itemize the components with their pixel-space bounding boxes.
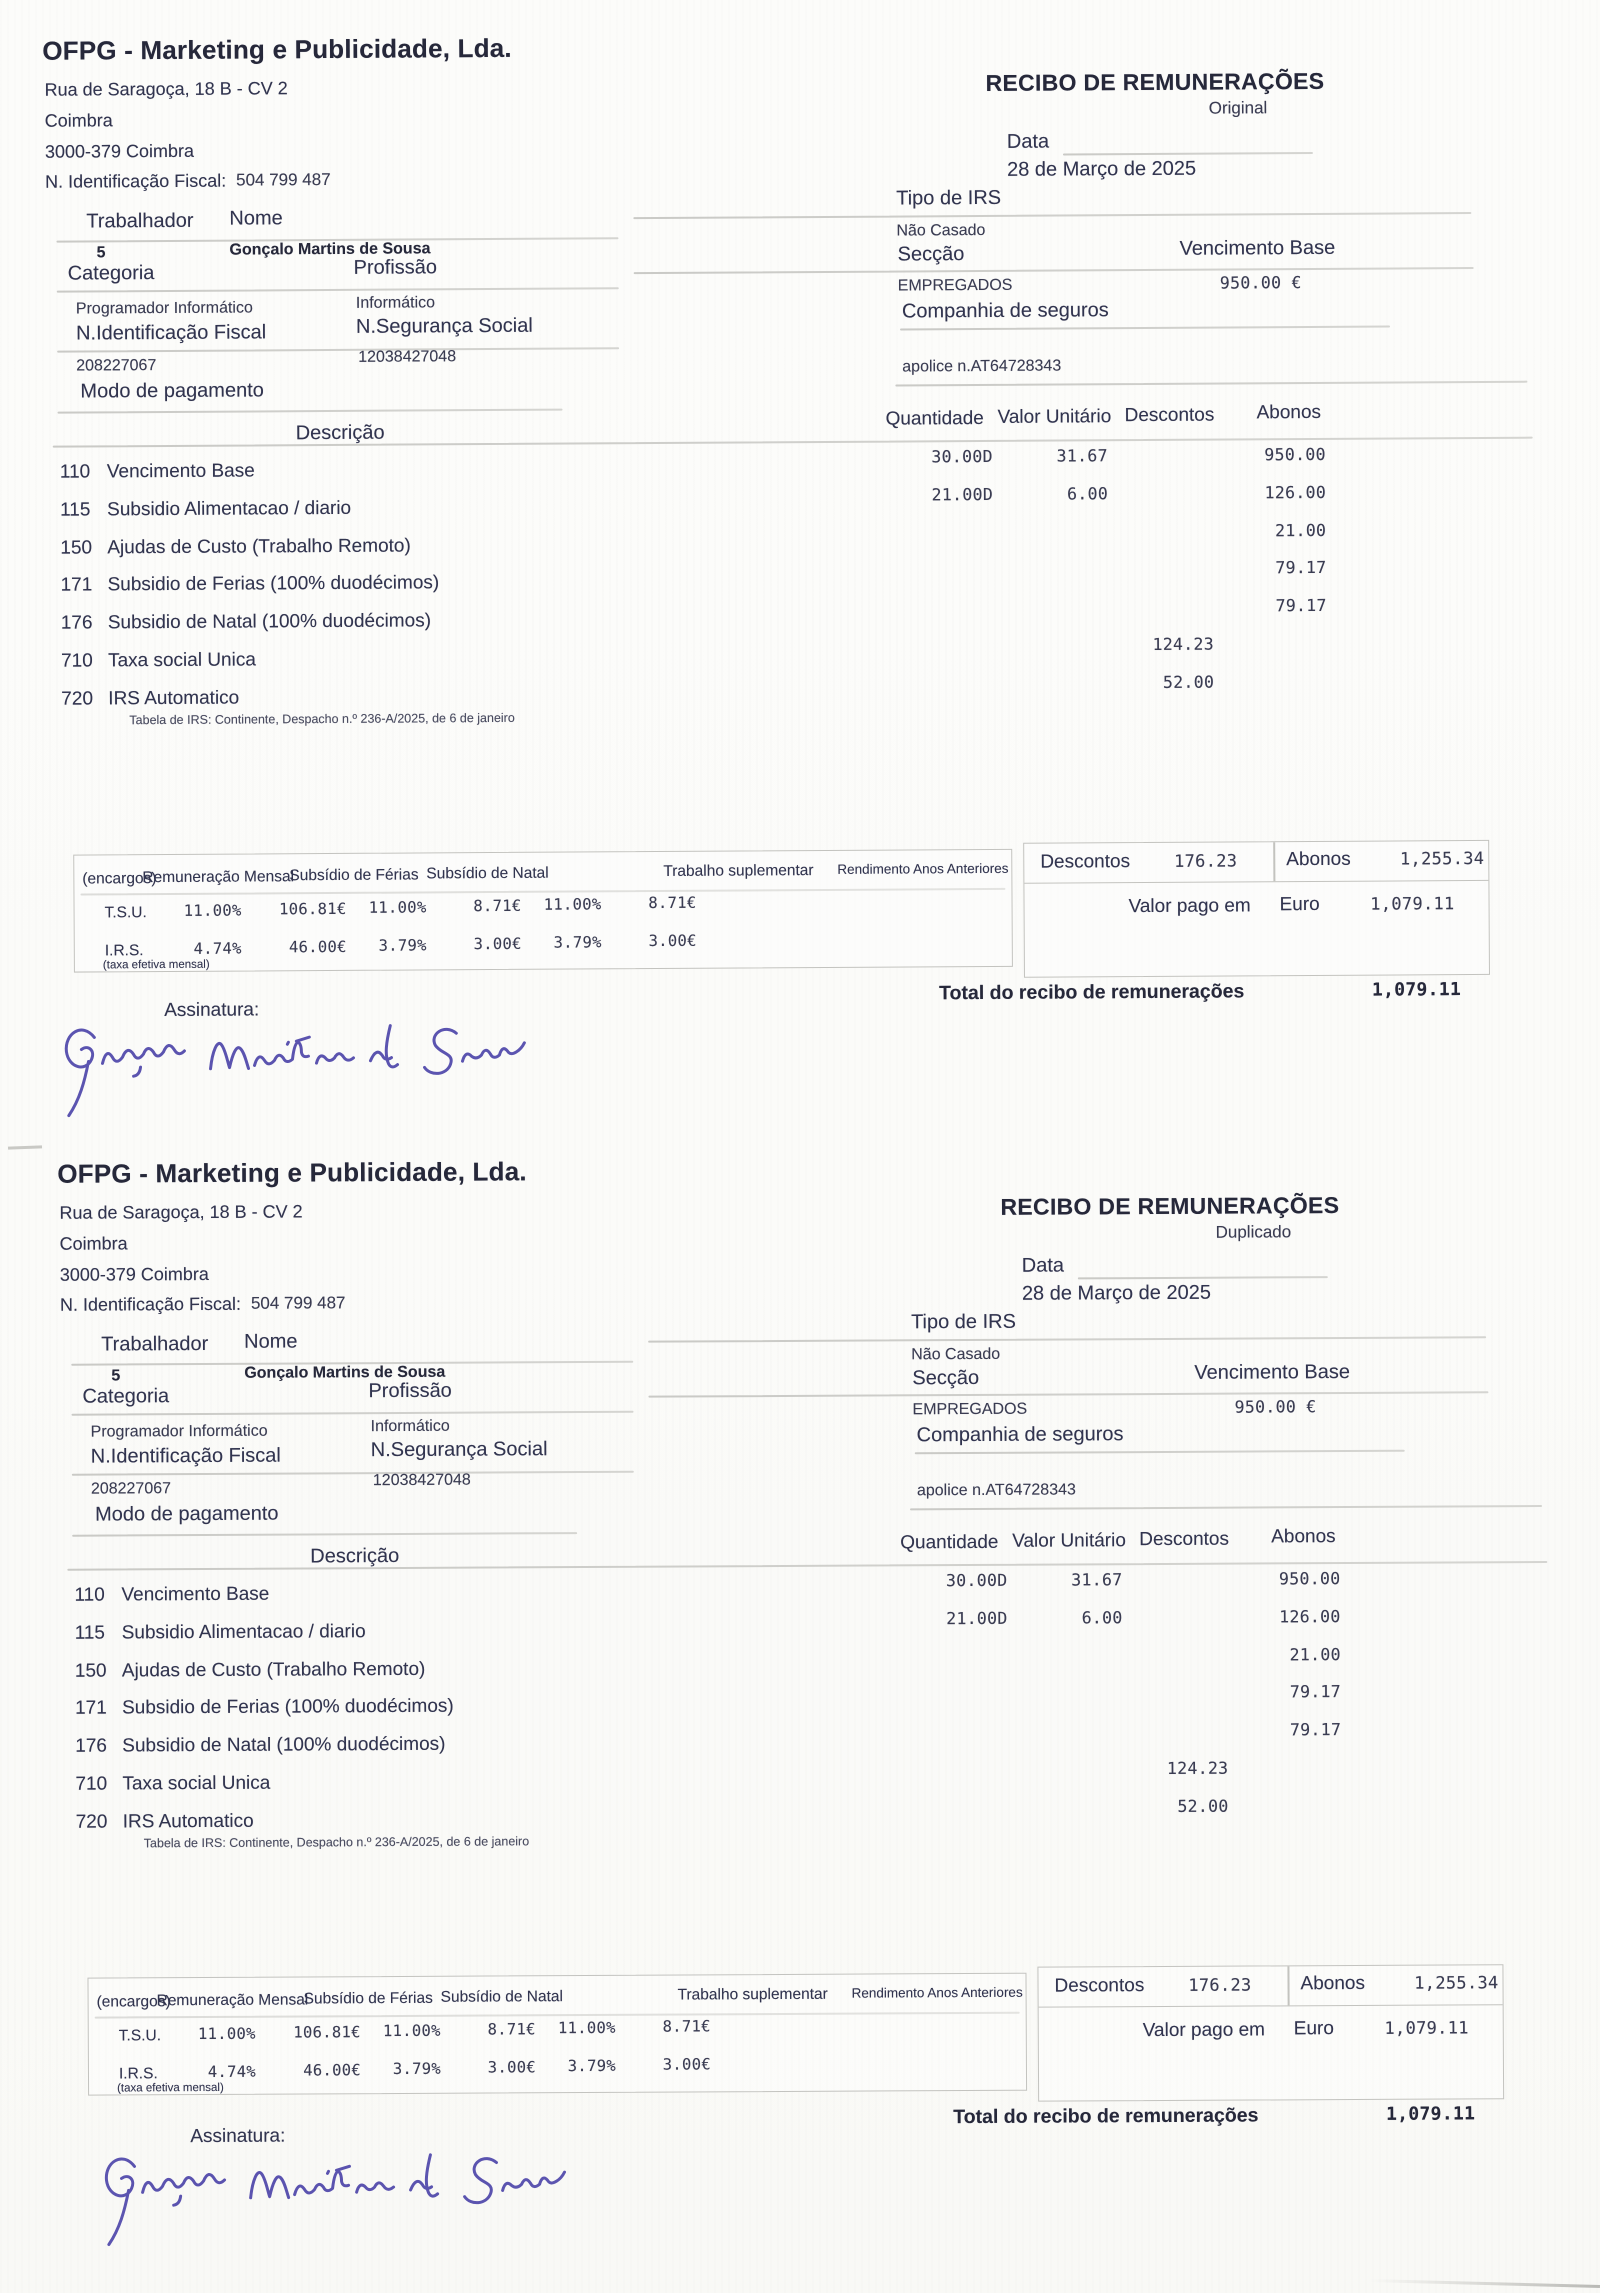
total-label: Total do recibo de remunerações	[953, 2104, 1259, 2129]
receipt-original	[0, 0, 1600, 1120]
encargos-row-label: I.R.S.	[118, 2065, 158, 2083]
modo-pagamento-label: Modo de pagamento	[94, 1502, 279, 1526]
total-value: 1,079.11	[1386, 2103, 1476, 2125]
signature-handwriting	[58, 1002, 599, 1120]
nome-label: Nome	[229, 207, 283, 230]
field-underline	[1078, 1276, 1328, 1279]
table-row	[4, 557, 1600, 605]
field-underline	[57, 287, 619, 292]
worker-nif-value: 208227067	[90, 1480, 172, 1498]
table-row	[3, 444, 1600, 492]
company-name: OFPG - Marketing e Publicidade, Lda.	[57, 1156, 527, 1189]
item-description: IRS Automatico	[108, 687, 240, 710]
field-underline	[910, 1505, 1542, 1510]
item-valor-unitario: 31.67	[1056, 446, 1108, 466]
summary-box	[1037, 1964, 1504, 2101]
receipt-title: RECIBO DE REMUNERAÇÕES	[985, 67, 1325, 96]
field-underline	[80, 888, 1005, 896]
worker-number: 5	[96, 244, 106, 262]
encargos-value: 8.71€	[662, 2017, 711, 2036]
encargos-label: (encargos)	[96, 1993, 171, 2011]
items-header-descricao: Descrição	[295, 421, 385, 445]
item-code: 115	[60, 499, 91, 521]
summary-abonos-label: Abonos	[1300, 1972, 1366, 1995]
encargos-box	[73, 849, 1013, 973]
seccao-value: EMPREGADOS	[897, 276, 1013, 295]
item-abonos: 950.00	[1264, 444, 1326, 465]
worker-name: Gonçalo Martins de Sousa	[244, 1363, 446, 1382]
summary-abonos-label: Abonos	[1286, 848, 1351, 871]
table-row	[4, 634, 1600, 681]
valor-pago-value: 1,079.11	[1384, 2018, 1469, 2039]
encargos-value: 8.71€	[473, 896, 522, 916]
seccao-value: EMPREGADOS	[912, 1400, 1028, 1419]
valor-pago-label: Valor pago em	[1142, 2019, 1265, 2042]
field-underline	[900, 326, 1390, 331]
worker-name: Gonçalo Martins de Sousa	[229, 240, 431, 259]
scan-artifact-line	[1370, 2279, 1600, 2288]
encargos-header: Rendimento Anos Anteriores	[851, 1984, 1023, 2001]
item-code: 720	[75, 1811, 108, 1833]
encargos-value: 11.00%	[183, 901, 242, 920]
encargos-header: Subsídio de Férias	[303, 1989, 433, 2008]
item-code: 110	[74, 1584, 105, 1606]
irs-note: Tabela de IRS: Continente, Despacho n.º 236-A/2025, de 6 de janeiro	[143, 1834, 530, 1851]
item-description: Vencimento Base	[121, 1583, 270, 1606]
items-header-abonos: Abonos	[1271, 1526, 1336, 1548]
valor-pago-value: 1,079.11	[1370, 894, 1455, 915]
items-header-descontos: Descontos	[1139, 1528, 1230, 1551]
item-code: 150	[74, 1660, 107, 1682]
item-description: Subsidio Alimentacao / diario	[107, 497, 352, 521]
data-label: Data	[1006, 130, 1050, 153]
item-quantidade: 21.00D	[946, 1608, 1008, 1629]
item-code: 176	[60, 612, 93, 634]
item-abonos: 950.00	[1278, 1569, 1341, 1589]
item-description: Subsidio de Ferias (100% duodécimos)	[107, 572, 440, 596]
vencimento-base-label: Vencimento Base	[1194, 1361, 1351, 1384]
encargos-box	[87, 1973, 1027, 2096]
field-underline	[72, 1471, 634, 1476]
items-header-valor-unitario: Valor Unitário	[997, 406, 1112, 428]
company-address-line: Rua de Saragoça, 18 B - CV 2	[59, 1201, 303, 1223]
item-description: Subsidio Alimentacao / diario	[121, 1621, 366, 1644]
encargos-value: 8.71€	[648, 893, 697, 913]
item-descontos: 52.00	[1162, 672, 1215, 692]
items-header-descricao: Descrição	[310, 1544, 400, 1568]
encargos-header: Remuneração Mensal	[142, 868, 295, 887]
tipo-irs-label: Tipo de IRS	[910, 1310, 1016, 1334]
company-address-line: 3000-379 Coimbra	[44, 140, 195, 162]
vencimento-base-label: Vencimento Base	[1179, 236, 1336, 260]
summary-abonos-value: 1,255.34	[1414, 1973, 1499, 1994]
table-row	[18, 1682, 1600, 1728]
copy-type-label: Duplicado	[1215, 1222, 1292, 1242]
seg-social-value: 12038427048	[372, 1471, 471, 1490]
company-nif-label: N. Identificação Fiscal:	[45, 170, 227, 192]
summary-box	[1023, 840, 1490, 978]
encargos-value: 46.00€	[288, 937, 347, 957]
summary-descontos-label: Descontos	[1040, 851, 1131, 873]
item-abonos: 79.17	[1275, 595, 1327, 616]
encargos-value: 3.79%	[553, 933, 602, 952]
categoria-label: Categoria	[67, 262, 155, 285]
field-underline	[633, 212, 1471, 219]
encargos-header: Remuneração Mensal	[156, 1991, 309, 2010]
item-abonos: 21.00	[1275, 520, 1327, 541]
trabalhador-label: Trabalhador	[101, 1332, 209, 1356]
table-row	[3, 520, 1600, 568]
company-address-line: Coimbra	[59, 1233, 128, 1254]
encargos-value: 3.79%	[378, 936, 427, 955]
items-header-valor-unitario: Valor Unitário	[1012, 1530, 1126, 1552]
total-value: 1,079.11	[1371, 979, 1462, 1001]
encargos-value: 3.00€	[662, 2055, 711, 2074]
company-name: OFPG - Marketing e Publicidade, Lda.	[42, 32, 512, 66]
encargos-value: 4.74%	[207, 2062, 257, 2082]
item-description: Ajudas de Custo (Trabalho Remoto)	[107, 535, 411, 559]
encargos-row-label: T.S.U.	[104, 904, 147, 922]
field-underline	[648, 1391, 1488, 1397]
signature-handwriting	[88, 2132, 649, 2250]
data-label: Data	[1021, 1254, 1065, 1277]
company-nif-value: 504 799 487	[250, 1293, 346, 1313]
tipo-irs-label: Tipo de IRS	[896, 186, 1002, 210]
summary-divider	[1273, 842, 1275, 881]
encargos-value: 11.00%	[368, 898, 427, 917]
seg-social-label: N.Segurança Social	[355, 314, 533, 338]
item-valor-unitario: 6.00	[1067, 484, 1109, 504]
worker-nif-value: 208227067	[76, 357, 157, 375]
item-description: Vencimento Base	[106, 460, 255, 483]
apolice-value: apolice n.AT64728343	[902, 357, 1062, 376]
item-code: 171	[60, 574, 93, 596]
encargos-value: 3.00€	[473, 934, 522, 954]
item-code: 710	[60, 650, 93, 672]
encargos-header: Trabalho suplementar	[663, 862, 814, 880]
item-code: 171	[75, 1697, 107, 1719]
encargos-value: 106.81€	[279, 899, 347, 919]
summary-divider	[1287, 1966, 1289, 2005]
items-header-descontos: Descontos	[1124, 404, 1215, 427]
data-value: 28 de Março de 2025	[1021, 1281, 1211, 1305]
encargos-header: Trabalho suplementar	[677, 1985, 828, 2004]
item-abonos: 21.00	[1289, 1645, 1341, 1665]
item-description: Ajudas de Custo (Trabalho Remoto)	[121, 1658, 426, 1682]
encargos-value: 4.74%	[193, 939, 242, 958]
table-row	[4, 595, 1600, 643]
item-description: Taxa social Unica	[107, 649, 256, 672]
encargos-value: 11.00%	[197, 2024, 256, 2044]
item-description: Subsidio de Natal (100% duodécimos)	[107, 610, 432, 634]
field-underline	[648, 1336, 1486, 1342]
profissao-value: Informático	[370, 1417, 450, 1436]
item-description: Taxa social Unica	[122, 1772, 271, 1795]
company-nif-value: 504 799 487	[236, 169, 331, 190]
encargos-value: 46.00€	[303, 2061, 362, 2080]
item-abonos: 79.17	[1289, 1720, 1342, 1740]
encargos-value: 8.71€	[487, 2020, 536, 2039]
moeda-label: Euro	[1279, 893, 1320, 916]
item-description: Subsidio de Ferias (100% duodécimos)	[122, 1695, 454, 1719]
item-abonos: 126.00	[1264, 482, 1327, 503]
item-quantidade: 30.00D	[931, 446, 993, 467]
encargos-sublabel: (taxa efetiva mensal)	[117, 2081, 224, 2095]
encargos-value: 11.00%	[543, 895, 602, 914]
items-header-abonos: Abonos	[1256, 401, 1322, 424]
table-row	[3, 482, 1600, 530]
items-header-quantidade: Quantidade	[885, 407, 984, 430]
summary-abonos-value: 1,255.34	[1399, 848, 1485, 870]
assinatura-label: Assinatura:	[190, 2125, 286, 2148]
seg-social-value: 12038427048	[358, 348, 457, 366]
profissao-label: Profissão	[353, 256, 438, 279]
encargos-value: 11.00%	[382, 2021, 441, 2041]
item-quantidade: 30.00D	[945, 1570, 1008, 1591]
total-label: Total do recibo de remunerações	[939, 980, 1245, 1005]
field-underline	[915, 1450, 1405, 1455]
seguros-label: Companhia de seguros	[916, 1423, 1124, 1447]
field-underline	[58, 409, 563, 414]
summary-descontos-label: Descontos	[1054, 1975, 1145, 1997]
categoria-label: Categoria	[82, 1385, 170, 1408]
items-header-quantidade: Quantidade	[900, 1531, 999, 1554]
item-abonos: 79.17	[1275, 557, 1327, 578]
receipt-title: RECIBO DE REMUNERAÇÕES	[1000, 1192, 1340, 1220]
receipt-duplicate	[15, 1115, 1600, 2243]
worker-nif-label: N.Identificação Fiscal	[75, 321, 267, 345]
item-code: 710	[75, 1773, 108, 1795]
item-descontos: 124.23	[1166, 1758, 1229, 1778]
item-code: 110	[59, 461, 91, 483]
encargos-value: 106.81€	[293, 2023, 361, 2042]
valor-pago-label: Valor pago em	[1128, 895, 1251, 918]
table-row	[18, 1758, 1600, 1804]
encargos-row-label: I.R.S.	[104, 942, 144, 960]
trabalhador-label: Trabalhador	[86, 209, 194, 233]
encargos-header: Subsídio de Férias	[289, 866, 419, 885]
summary-descontos-value: 176.23	[1174, 851, 1238, 872]
vencimento-base-value: 950.00 €	[1219, 273, 1302, 293]
irs-note: Tabela de IRS: Continente, Despacho n.º 236-A/2025, de 6 de janeiro	[129, 710, 515, 728]
apolice-value: apolice n.AT64728343	[916, 1481, 1076, 1500]
item-code: 720	[61, 688, 94, 710]
item-valor-unitario: 31.67	[1071, 1570, 1123, 1590]
encargos-sublabel: (taxa efetiva mensal)	[102, 958, 210, 972]
categoria-value: Programador Informático	[90, 1422, 268, 1441]
item-abonos: 126.00	[1279, 1607, 1341, 1627]
seccao-label: Secção	[912, 1366, 980, 1390]
vencimento-base-value: 950.00 €	[1234, 1397, 1317, 1417]
encargos-value: 3.00€	[648, 931, 697, 951]
assinatura-label: Assinatura:	[164, 999, 260, 1022]
table-row	[18, 1645, 1600, 1691]
company-address-line: 3000-379 Coimbra	[59, 1263, 209, 1285]
nome-label: Nome	[244, 1330, 298, 1353]
encargos-value: 11.00%	[557, 2018, 616, 2038]
field-underline	[57, 347, 619, 352]
item-description: Subsidio de Natal (100% duodécimos)	[122, 1733, 446, 1757]
copy-type-label: Original	[1208, 98, 1268, 118]
worker-number: 5	[111, 1367, 121, 1385]
field-underline	[95, 2012, 1020, 2019]
company-address-line: Coimbra	[44, 110, 113, 131]
table-row	[17, 1569, 1600, 1615]
field-underline	[72, 1532, 577, 1537]
item-code: 176	[75, 1735, 108, 1757]
encargos-value: 3.00€	[487, 2058, 536, 2077]
modo-pagamento-label: Modo de pagamento	[80, 379, 264, 403]
profissao-value: Informático	[355, 294, 436, 312]
summary-descontos-value: 176.23	[1188, 1975, 1252, 1996]
item-quantidade: 21.00D	[931, 484, 994, 505]
item-description: IRS Automatico	[122, 1810, 254, 1833]
field-underline	[634, 267, 1474, 274]
data-value: 28 de Março de 2025	[1006, 157, 1197, 181]
encargos-value: 3.79%	[392, 2059, 442, 2079]
categoria-value: Programador Informático	[75, 299, 253, 318]
item-valor-unitario: 6.00	[1081, 1608, 1123, 1628]
field-underline	[895, 381, 1527, 387]
seccao-label: Secção	[897, 243, 965, 266]
tipo-irs-value: Não Casado	[896, 221, 986, 240]
encargos-row-label: T.S.U.	[118, 2027, 162, 2045]
moeda-label: Euro	[1293, 2018, 1334, 2040]
item-descontos: 52.00	[1177, 1796, 1229, 1816]
seguros-label: Companhia de seguros	[901, 299, 1109, 323]
tipo-irs-value: Não Casado	[911, 1345, 1001, 1364]
table-row	[18, 1607, 1600, 1653]
field-underline	[1063, 152, 1313, 156]
encargos-header: Rendimento Anos Anteriores	[837, 860, 1009, 877]
company-nif-label: N. Identificação Fiscal:	[59, 1293, 242, 1315]
item-descontos: 124.23	[1152, 634, 1215, 654]
item-abonos: 79.17	[1289, 1682, 1342, 1702]
worker-nif-label: N.Identificação Fiscal	[90, 1444, 281, 1468]
encargos-value: 3.79%	[567, 2056, 616, 2076]
item-code: 150	[60, 537, 93, 559]
item-code: 115	[74, 1622, 106, 1644]
profissao-label: Profissão	[368, 1379, 452, 1403]
encargos-header: Subsídio de Natal	[426, 864, 549, 883]
encargos-header: Subsídio de Natal	[440, 1988, 563, 2006]
field-underline	[72, 1411, 634, 1416]
seg-social-label: N.Segurança Social	[370, 1438, 548, 1462]
encargos-label: (encargos)	[82, 870, 157, 888]
table-row	[18, 1720, 1600, 1766]
company-address-line: Rua de Saragoça, 18 B - CV 2	[44, 78, 288, 100]
